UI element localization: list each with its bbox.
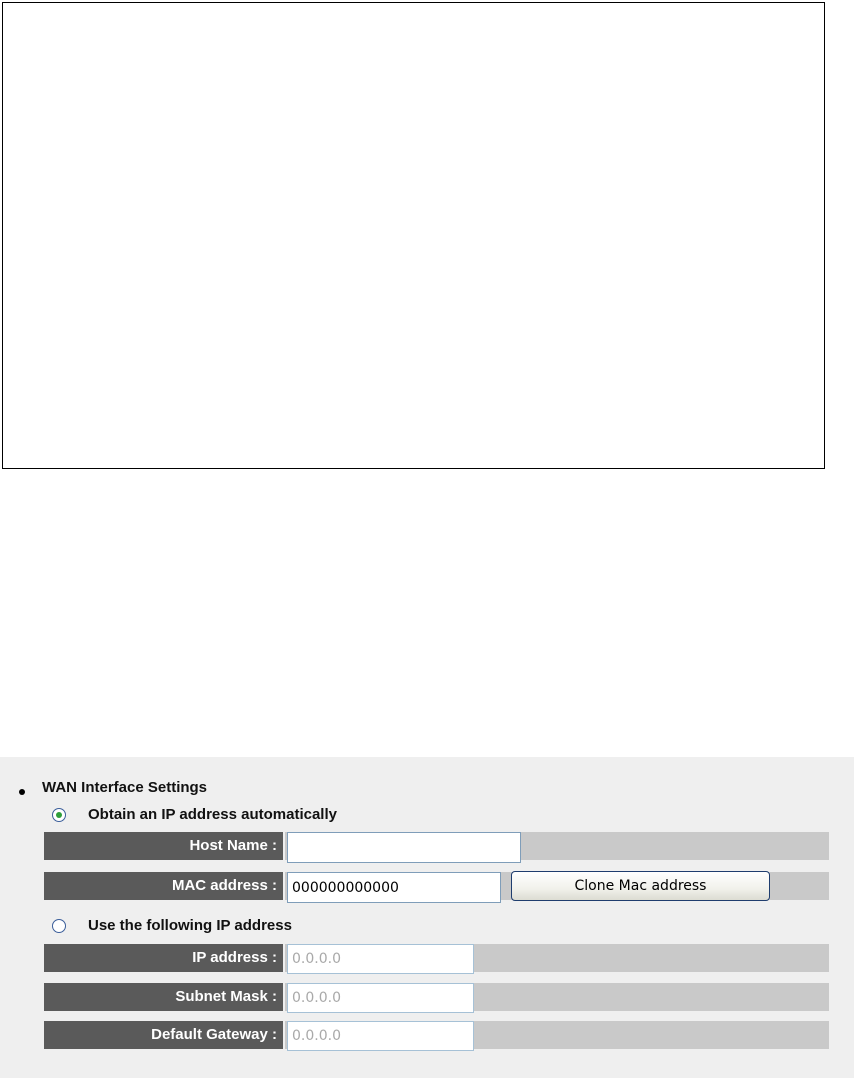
mac-address-label: MAC address : bbox=[44, 872, 283, 900]
default-gateway-input[interactable] bbox=[287, 1021, 474, 1051]
ip-address-input[interactable] bbox=[287, 944, 474, 974]
subnet-mask-label: Subnet Mask : bbox=[44, 983, 283, 1011]
section-title: WAN Interface Settings bbox=[42, 779, 208, 796]
default-gateway-label: Default Gateway : bbox=[44, 1021, 283, 1049]
use-following-ip-label[interactable]: Use the following IP address bbox=[88, 917, 292, 934]
host-name-input[interactable] bbox=[287, 832, 521, 863]
bullet-icon bbox=[19, 789, 25, 795]
obtain-automatically-label[interactable]: Obtain an IP address automatically bbox=[88, 806, 337, 823]
ip-address-label: IP address : bbox=[44, 944, 283, 972]
radio-use-following-ip[interactable] bbox=[52, 919, 66, 933]
radio-obtain-automatically[interactable] bbox=[52, 808, 66, 822]
mac-address-input[interactable] bbox=[287, 872, 501, 903]
subnet-mask-input[interactable] bbox=[287, 983, 474, 1013]
clone-mac-address-button[interactable]: Clone Mac address bbox=[511, 871, 770, 901]
radio-selected-dot-icon bbox=[56, 812, 62, 818]
blank-outline-frame bbox=[2, 2, 825, 469]
host-name-label: Host Name : bbox=[44, 832, 283, 860]
